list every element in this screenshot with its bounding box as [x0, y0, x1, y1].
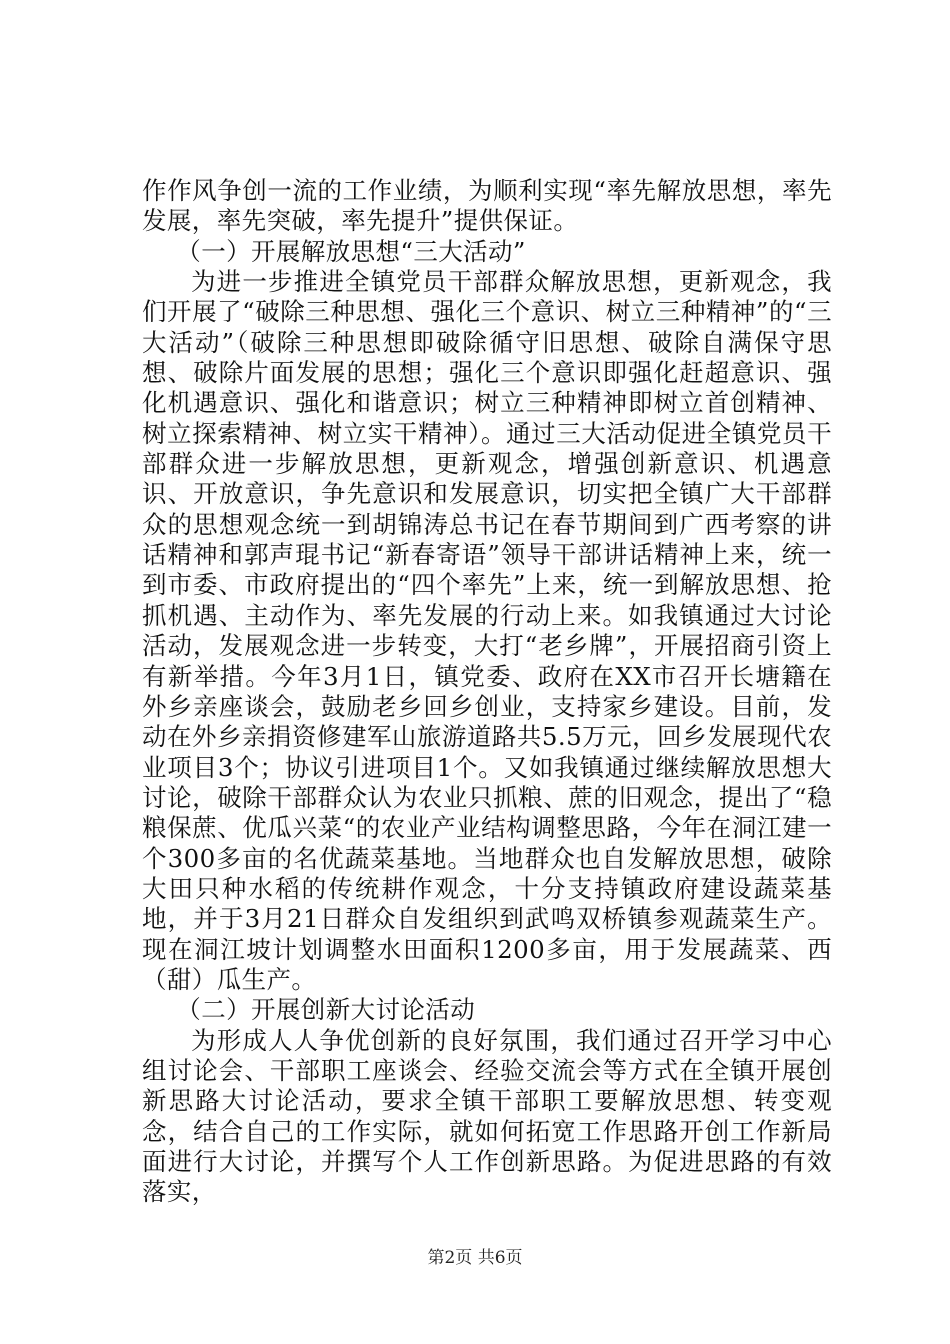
page-footer	[0, 1243, 950, 1268]
paragraph-three-activities: 为进一步推进全镇党员干部群众解放思想，更新观念，我们开展了“破除三种思想、强化三个意识、树立三种精神”的“三大活动”（破除三种思想即破除循守旧思想、破除自满保守思想、破除片面发展的思想；强化三个意识即强化赶超意识、强化机遇意识、强化和谐意识；树立三种精神即树立首创精神、树立探索精神、树立实干精神）。通过三大活动促进全镇党员干部群众进一步解放思想，更新观念，增强创新意识、机遇意识、开放意识，争先意识和发展意识，切实把全镇广大干部群众的思想观念统一到胡锦涛总书记在春节期间到广西考察的讲话精神和郭声琨书记“新春寄语”领导干部讲话精神上来，统一到市委、市政府提出的“四个率先”上来，统一到解放思想、抢抓机遇、主动作为、率先发展的行动上来。如我镇通过大讨论活动，发展观念进一步转变，大打“老乡牌”，开展招商引资上有新举措。今年3月1日，镇党委、政府在XX市召开长塘籍在外乡亲座谈会，鼓励老乡回乡创业，支持家乡建设。目前，发动在外乡亲捐资修建军山旅游道路共5.5万元，回乡发展现代农业项目3个；协议引进项目1个。又如我镇通过继续解放思想大讨论，破除干部群众认为农业只抓粮、蔗的旧观念，提出了“稳粮保蔗、优瓜兴菜“的农业产业结构调整思路，今年在洞江建一个300多亩的名优蔬菜基地。当地群众也自发解放思想，破除大田只种水稻的传统耕作观念，十分支持镇政府建设蔬菜基地，并于3月21日群众自发组织到武鸣双桥镇参观蔬菜生产。现在洞江坡计划调整水田面积1200多亩，用于发展蔬菜、西（甜）瓜生产。	[142, 267, 832, 994]
section-heading-2: （二）开展创新大讨论活动	[176, 995, 476, 1025]
document-body	[142, 176, 832, 1208]
paragraph-innovation-discussion: 为形成人人争优创新的良好氛围，我们通过召开学习中心组讨论会、干部职工座谈会、经验交流会等方式在全镇开展创新思路大讨论活动，要求全镇干部职工要解放思想、转变观念，结合自己的工作实际，就如何拓宽工作思路开创工作新局面进行大讨论，并撰写个人工作创新思路。为促进思路的有效落实，	[142, 1025, 832, 1207]
paragraph-continuation: 作作风争创一流的工作业绩，为顺利实现“率先解放思想，率先发展，率先突破，率先提升”提供保证。	[142, 176, 832, 236]
section-heading-1: （一）开展解放思想“三大活动”	[176, 236, 526, 266]
page-number-label: 第2页 共6页	[427, 1248, 523, 1268]
